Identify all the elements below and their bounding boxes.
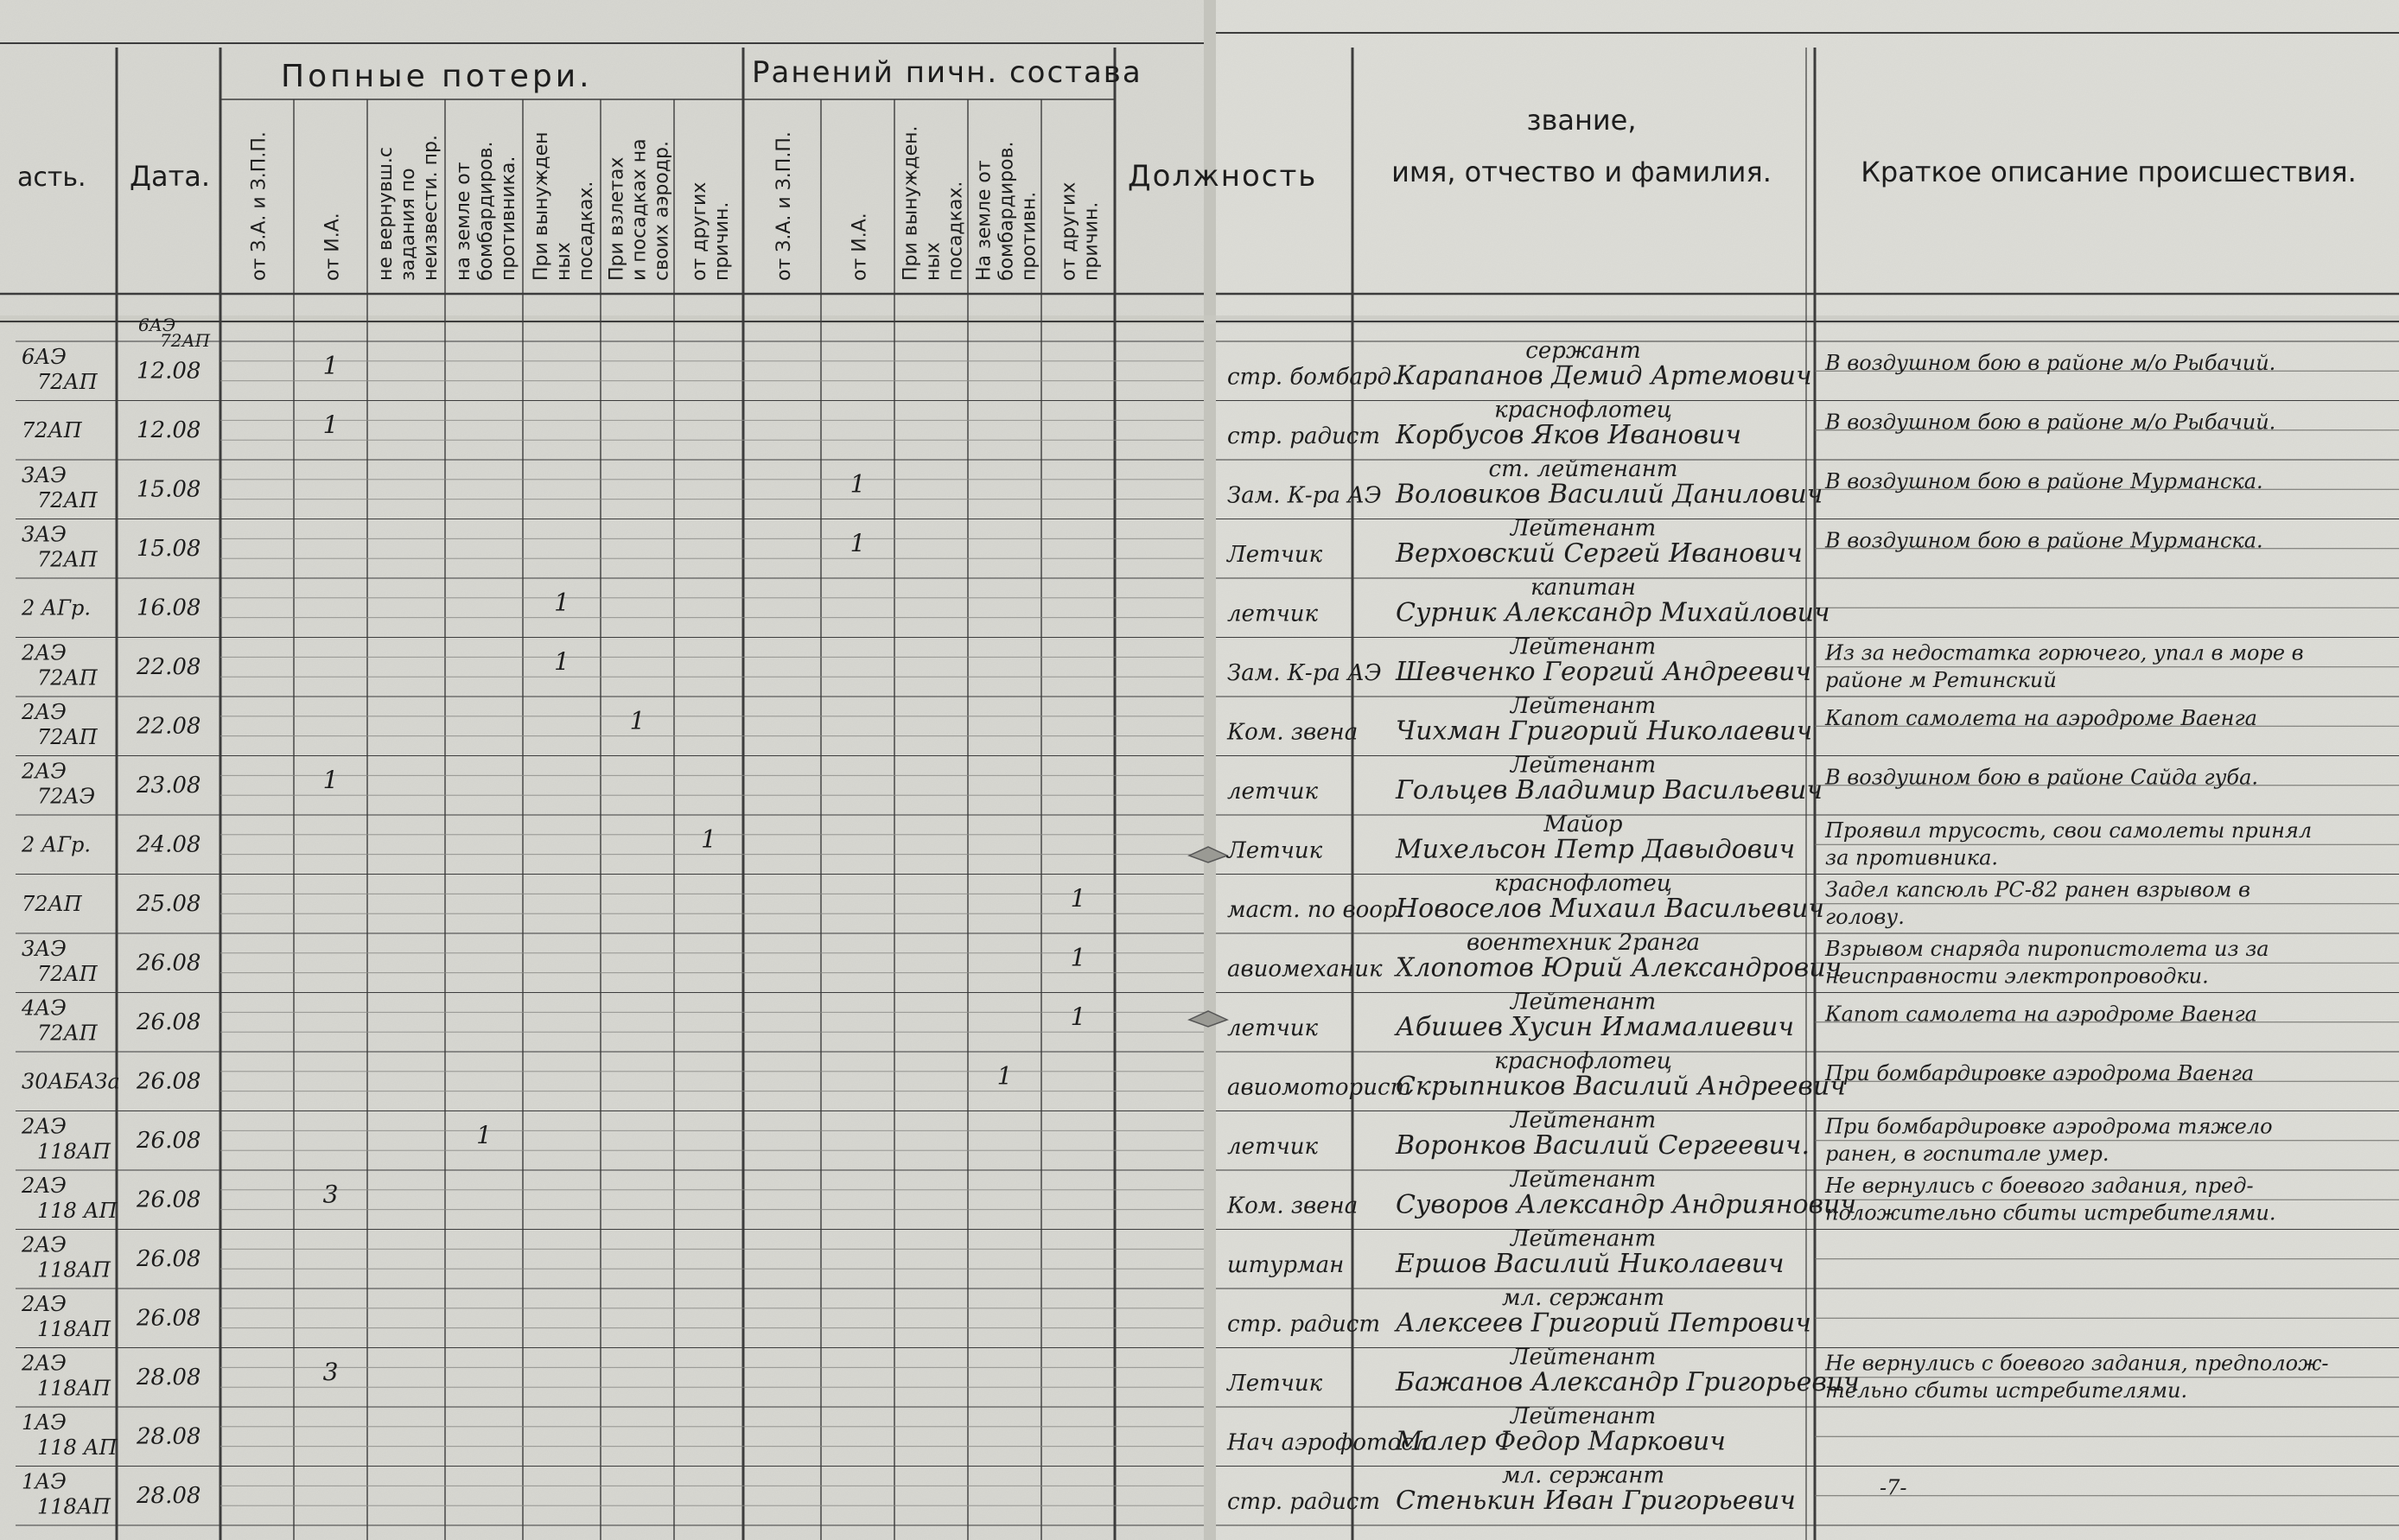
record-rank: Лейтенант xyxy=(1510,693,1657,720)
record-date: 26.08 xyxy=(137,1009,201,1035)
page-number: -7- xyxy=(1880,1475,1907,1500)
record-date: 26.08 xyxy=(137,1068,201,1095)
record-part: 2АЭ xyxy=(22,1351,67,1376)
record-description: При бомбардировке аэродрома тяжело xyxy=(1825,1114,2273,1139)
record-name: Верховский Сергей Иванович xyxy=(1396,538,1803,569)
record-position: стр. радист xyxy=(1227,423,1380,449)
record-name: Суворов Александр Андриянович xyxy=(1396,1189,1856,1220)
record-part: 118АП xyxy=(37,1376,111,1401)
record-part: 72АП xyxy=(37,665,98,690)
record-name: Новоселов Михаил Васильевич xyxy=(1396,893,1824,924)
record-part: 118 АП xyxy=(37,1435,118,1460)
record-part: 2АЭ xyxy=(22,1292,67,1317)
record-position: стр. радист xyxy=(1227,1311,1380,1338)
record-part: 118АП xyxy=(37,1494,111,1519)
header-irrecoverable-sub: от других xyxy=(689,181,710,281)
header-wounded-sub: посадках. xyxy=(945,181,967,281)
record-part: 72АП xyxy=(37,1021,98,1046)
record-date: 24.08 xyxy=(137,831,201,858)
header-irrecoverable-sub: бомбардиров. xyxy=(475,141,497,281)
record-part: 2АЭ xyxy=(22,640,67,665)
record-part: 72АП xyxy=(37,547,98,572)
record-part: 118АП xyxy=(37,1257,111,1282)
record-description: голову. xyxy=(1825,905,1905,930)
record-date: 15.08 xyxy=(137,476,201,503)
header-irrecoverable-sub: задания по xyxy=(398,168,419,281)
record-date: 22.08 xyxy=(137,653,201,680)
record-part: 2АЭ xyxy=(22,759,67,784)
record-position: Ком. звена xyxy=(1227,719,1359,746)
header-irrecoverable-sub: ных xyxy=(553,242,575,281)
header-irrecoverable-sub: своих аэродр. xyxy=(651,141,673,281)
record-rank: краснофлотец xyxy=(1494,397,1672,423)
record-position: стр. бомбард. xyxy=(1227,364,1399,391)
header-name: имя, отчество и фамилия. xyxy=(1391,156,1772,188)
record-name: Сурник Александр Михайлович xyxy=(1396,597,1830,628)
record-part: 72АП xyxy=(37,487,98,512)
record-part: 2 АГр. xyxy=(22,595,91,620)
header-irrecoverable-sub: При вынужден xyxy=(531,131,552,281)
record-date: 22.08 xyxy=(137,713,201,740)
record-loss-count: 1 xyxy=(850,469,866,499)
record-part: 72АЭ xyxy=(37,784,96,809)
header-wounded: Ранений пичн. состава xyxy=(752,55,1142,90)
record-date: 28.08 xyxy=(137,1364,201,1390)
record-description: ранен, в госпитале умер. xyxy=(1825,1142,2109,1167)
record-date: 12.08 xyxy=(137,417,201,443)
record-rank: Лейтенант xyxy=(1510,752,1657,779)
header-irrecoverable-sub: посадках. xyxy=(576,181,597,281)
record-loss-count: 1 xyxy=(1070,943,1086,972)
record-part: 30АБАЗа xyxy=(22,1069,120,1094)
record-part: 2АЭ xyxy=(22,700,67,725)
header-position: Должность xyxy=(1128,159,1318,194)
header-irrecoverable-losses: Попные потери. xyxy=(281,59,593,94)
record-rank: Лейтенант xyxy=(1510,1225,1657,1252)
record-description: Проявил трусость, свои самолеты принял xyxy=(1825,818,2313,843)
record-part: 118АП xyxy=(37,1139,111,1164)
record-description: В воздушном бою в районе м/о Рыбачий. xyxy=(1825,410,2276,435)
record-loss-count: 3 xyxy=(322,1358,339,1387)
record-name: Хлопотов Юрий Александрович xyxy=(1396,952,1842,983)
record-position: авиомоторист xyxy=(1227,1074,1412,1101)
record-rank: Лейтенант xyxy=(1510,1167,1657,1193)
record-loss-count: 3 xyxy=(322,1180,339,1209)
record-description: В воздушном бою в районе Мурманска. xyxy=(1825,468,2263,493)
record-date: 25.08 xyxy=(137,890,201,917)
record-name: Корбусов Яков Иванович xyxy=(1396,419,1742,450)
record-date: 12.08 xyxy=(137,358,201,385)
record-name: Алексеев Григорий Петрович xyxy=(1396,1308,1811,1339)
record-part: 118 АП xyxy=(37,1198,118,1223)
record-name: Воронков Василий Сергеевич. xyxy=(1396,1130,1810,1161)
record-name: Воловиков Василий Данилович xyxy=(1396,479,1823,510)
record-rank: краснофлотец xyxy=(1494,870,1672,897)
record-loss-count: 1 xyxy=(996,1061,1013,1091)
header-wounded-sub: от З.А. и З.П.П. xyxy=(773,131,795,281)
record-date: 26.08 xyxy=(137,1305,201,1332)
record-date: 16.08 xyxy=(137,595,201,621)
record-part: 2АЭ xyxy=(22,1114,67,1139)
record-position: Летчик xyxy=(1227,541,1323,568)
record-position: авиомеханик xyxy=(1227,956,1383,983)
header-irrecoverable-sub: на земле от xyxy=(453,162,474,281)
record-part: 1АЭ xyxy=(22,1410,67,1435)
header-description: Краткое описание происшествия. xyxy=(1861,156,2357,188)
record-rank: сержант xyxy=(1525,338,1641,365)
record-part: 72АП xyxy=(22,417,82,442)
record-description: В воздушном бою в районе Сайда губа. xyxy=(1825,765,2259,790)
record-rank: капитан xyxy=(1530,575,1636,601)
record-position: летчик xyxy=(1227,778,1319,805)
header-irrecoverable-sub: неизвести. пр. xyxy=(420,135,442,281)
record-position: летчик xyxy=(1227,601,1319,627)
record-rank: Лейтенант xyxy=(1510,1403,1657,1430)
record-position: маст. по воор. xyxy=(1227,896,1404,923)
record-date: 23.08 xyxy=(137,772,201,799)
record-description: районе м Ретинский xyxy=(1825,668,2057,693)
record-description: В воздушном бою в районе м/о Рыбачий. xyxy=(1825,350,2276,375)
record-position: Зам. К-ра АЭ xyxy=(1227,482,1382,509)
record-loss-count: 1 xyxy=(701,824,716,854)
record-date: 26.08 xyxy=(137,1127,201,1154)
record-name: Чихман Григорий Николаевич xyxy=(1396,716,1813,747)
record-description: При бомбардировке аэродрома Ваенга xyxy=(1825,1060,2255,1085)
record-loss-count: 1 xyxy=(554,647,570,677)
record-rank: Майор xyxy=(1543,811,1623,838)
record-position: Летчик xyxy=(1227,837,1323,864)
record-date: 26.08 xyxy=(137,1245,201,1272)
record-description: В воздушном бою в районе Мурманска. xyxy=(1825,528,2263,553)
record-loss-count: 1 xyxy=(1070,884,1086,913)
header-wounded-sub: При вынужден. xyxy=(900,125,922,281)
header-irrecoverable-sub: и посадках на xyxy=(628,138,651,281)
record-loss-count: 1 xyxy=(476,1121,492,1150)
record-part: 118АП xyxy=(37,1316,111,1341)
record-loss-count: 1 xyxy=(850,529,866,558)
record-date: 28.08 xyxy=(137,1423,201,1450)
record-date: 26.08 xyxy=(137,1187,201,1213)
record-position: летчик xyxy=(1227,1133,1319,1160)
header-date: Дата. xyxy=(130,160,211,193)
record-part: 3АЭ xyxy=(22,522,67,547)
header-irrecoverable-sub: причин. xyxy=(711,201,733,281)
record-description: Капот самолета на аэродроме Ваенга xyxy=(1825,1002,2257,1027)
record-rank: Лейтенант xyxy=(1510,989,1657,1015)
record-part: 72АП xyxy=(37,724,98,749)
record-part-note: 72АП xyxy=(160,330,211,351)
record-date: 15.08 xyxy=(137,535,201,562)
record-name: Стенькин Иван Григорьевич xyxy=(1396,1485,1796,1516)
header-wounded-sub: На земле от xyxy=(973,160,996,281)
record-rank: Лейтенант xyxy=(1510,633,1657,660)
record-loss-count: 1 xyxy=(322,410,339,440)
record-loss-count: 1 xyxy=(1070,1002,1086,1032)
record-position: Зам. К-ра АЭ xyxy=(1227,659,1382,686)
record-rank: ст. лейтенант xyxy=(1488,456,1678,483)
record-loss-count: 1 xyxy=(322,766,339,795)
record-position: штурман xyxy=(1227,1251,1345,1278)
record-position: летчик xyxy=(1227,1015,1319,1041)
record-description: Из за недостатка горючего, упал в море в xyxy=(1825,640,2304,665)
record-name: Михельсон Петр Давыдович xyxy=(1396,834,1796,865)
record-name: Малер Федор Маркович xyxy=(1396,1426,1726,1457)
record-rank: мл. сержант xyxy=(1501,1285,1665,1312)
record-part: 3АЭ xyxy=(22,937,67,962)
record-description: Капот самолета на аэродроме Ваенга xyxy=(1825,705,2257,730)
record-rank: краснофлотец xyxy=(1494,1048,1672,1075)
record-loss-count: 1 xyxy=(554,588,570,617)
record-name: Абишев Хусин Имамалиевич xyxy=(1396,1011,1795,1042)
record-name: Шевченко Георгий Андреевич xyxy=(1396,656,1812,687)
header-wounded-sub: ных xyxy=(922,242,945,281)
record-description: тельно сбиты истребителями. xyxy=(1825,1378,2188,1403)
record-loss-count: 1 xyxy=(322,351,339,380)
record-part: 6АЭ xyxy=(22,345,67,370)
header-irrecoverable-sub: от З.А. и З.П.П. xyxy=(248,131,270,281)
record-part: 2АЭ xyxy=(22,1232,67,1257)
header-irrecoverable-sub: от И.А. xyxy=(321,213,344,281)
record-rank: воентехник 2ранга xyxy=(1466,930,1701,957)
record-part: 4АЭ xyxy=(22,996,67,1021)
record-part: 1АЭ xyxy=(22,1469,67,1494)
record-description: положительно сбиты истребителями. xyxy=(1825,1200,2276,1225)
record-part: 72АП xyxy=(37,961,98,986)
header-wounded-sub: от других xyxy=(1058,181,1080,281)
header-wounded-sub: бомбардиров. xyxy=(996,141,1018,281)
record-part: 72АП xyxy=(37,369,98,394)
record-rank: Лейтенант xyxy=(1510,1107,1657,1134)
header-part: асть. xyxy=(17,162,86,193)
record-part: 3АЭ xyxy=(22,463,67,488)
record-name: Гольцев Владимир Васильевич xyxy=(1396,774,1823,805)
record-rank: Лейтенант xyxy=(1510,515,1657,542)
record-position: Ком. звена xyxy=(1227,1193,1359,1219)
record-name: Карапанов Демид Артемович xyxy=(1396,360,1812,391)
header-rank: звание, xyxy=(1526,104,1637,137)
record-part: 72АП xyxy=(22,891,82,916)
record-date: 28.08 xyxy=(137,1482,201,1509)
record-description: за противника. xyxy=(1825,845,1999,870)
record-position: Нач аэрофотосл xyxy=(1227,1429,1429,1456)
record-description: Не вернулись с боевого задания, пред- xyxy=(1825,1174,2254,1199)
record-part: 2 АГр. xyxy=(22,832,91,857)
record-name: Ершов Василий Николаевич xyxy=(1396,1248,1785,1279)
record-loss-count: 1 xyxy=(629,706,646,735)
record-name: Бажанов Александр Григорьевич xyxy=(1396,1366,1860,1397)
header-wounded-sub: противн. xyxy=(1018,191,1040,281)
record-description: неисправности электропроводки. xyxy=(1825,964,2209,989)
record-description: Задел капсюль РС-82 ранен взрывом в xyxy=(1825,877,2251,902)
record-part-note: 6АЭ xyxy=(138,315,176,335)
record-description: Взрывом снаряда пиропистолета из за xyxy=(1825,937,2269,962)
header-irrecoverable-sub: При взлетах xyxy=(606,156,628,281)
page-fold xyxy=(1204,0,1216,1540)
record-name: Скрыпников Василий Андреевич xyxy=(1396,1071,1846,1102)
record-description: Не вернулись с боевого задания, предполож- xyxy=(1825,1351,2329,1376)
record-position: стр. радист xyxy=(1227,1488,1380,1515)
record-part: 2АЭ xyxy=(22,1174,67,1199)
record-rank: Лейтенант xyxy=(1510,1344,1657,1371)
header-wounded-sub: причин. xyxy=(1080,201,1103,281)
header-irrecoverable-sub: противника. xyxy=(498,156,519,281)
record-date: 26.08 xyxy=(137,950,201,977)
record-rank: мл. сержант xyxy=(1501,1462,1665,1489)
record-position: Летчик xyxy=(1227,1370,1323,1397)
header-irrecoverable-sub: не вернувш.с xyxy=(375,147,397,281)
header-wounded-sub: от И.А. xyxy=(849,213,871,281)
